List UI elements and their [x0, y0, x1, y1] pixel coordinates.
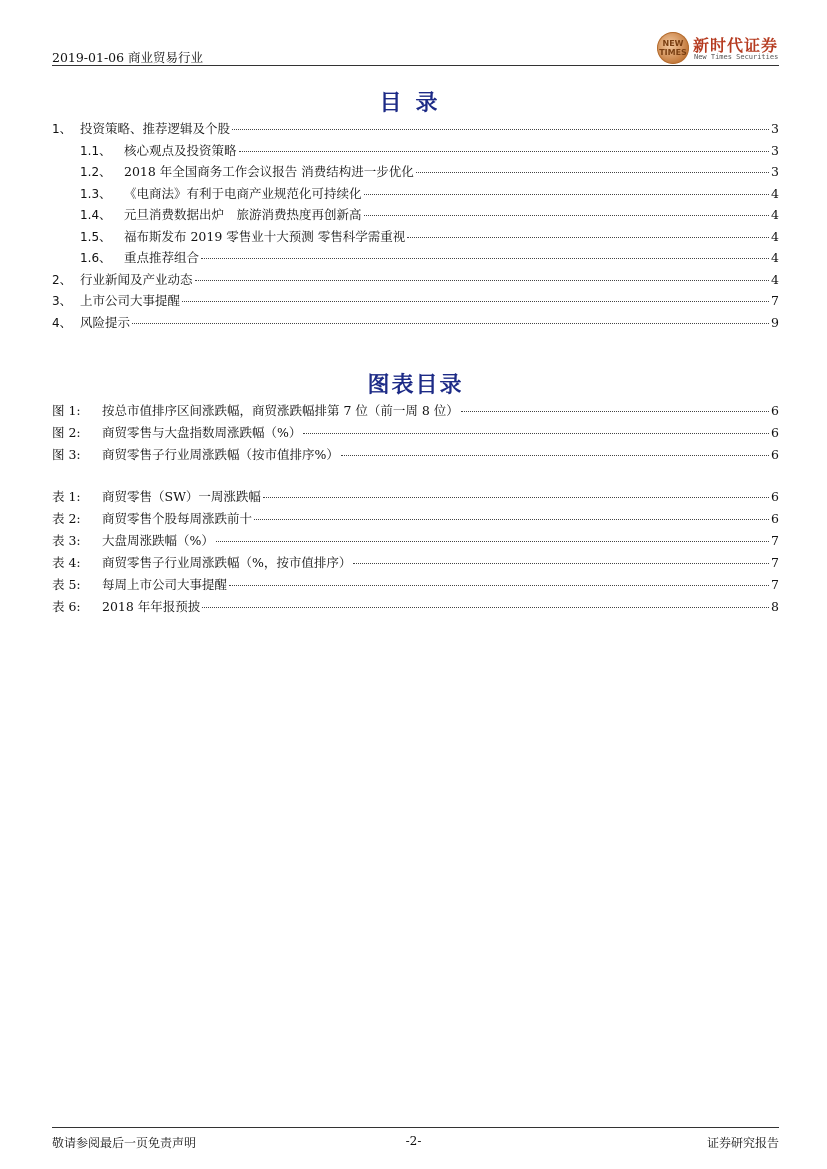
toc-entry-page: 7	[771, 293, 779, 308]
toc-entry-title: 元旦消费数据出炉 旅游消费热度再创新高	[124, 207, 362, 222]
toc-entry-page: 4	[771, 250, 779, 265]
table-entry[interactable]	[52, 575, 779, 597]
figure-label: 图 2:	[52, 425, 81, 440]
toc-entry-number: 1.6、	[80, 251, 112, 265]
table-title: 2018 年年报预披	[102, 599, 201, 614]
table-entry[interactable]	[52, 553, 779, 575]
toc-leader-dots	[239, 151, 770, 152]
toc-list	[52, 119, 779, 334]
toc-entry-title: 上市公司大事提醒	[80, 293, 181, 308]
toc-entry-number: 1.1、	[80, 143, 112, 158]
footer-rule	[52, 1127, 779, 1128]
figure-title: 商贸零售子行业周涨跌幅（按市值排序%）	[102, 447, 339, 462]
toc-entry[interactable]	[52, 291, 779, 313]
toc-entry-title: 核心观点及投资策略	[124, 142, 237, 158]
toc-entry-page: 4	[771, 207, 779, 222]
table-page: 7	[771, 555, 779, 570]
toc-entry-title: 重点推荐组合	[124, 250, 200, 265]
table-title: 商贸零售子行业周涨跌幅（%，按市值排序）	[102, 555, 352, 570]
table-entry[interactable]	[52, 487, 779, 509]
table-page: 6	[771, 489, 779, 504]
toc-leader-dots	[202, 607, 769, 608]
toc-entry[interactable]	[52, 270, 779, 292]
figure-page: 6	[771, 425, 779, 440]
figure-list	[52, 401, 779, 467]
figure-entry[interactable]	[52, 423, 779, 445]
toc-entry-title: 行业新闻及产业动态	[80, 271, 193, 287]
toc-entry-page: 3	[771, 142, 779, 158]
toc-entry[interactable]	[52, 162, 779, 184]
toc-entry-number: 1.3、	[80, 186, 112, 201]
toc-entry-number: 1.4、	[80, 208, 112, 222]
figure-label: 图 1:	[52, 403, 81, 418]
footer-page-number: -2-	[405, 1134, 422, 1148]
header-date-industry: 2019-01-06 商业贸易行业	[52, 50, 204, 65]
logo-badge-icon: NEW TIMES	[657, 32, 689, 64]
toc-entry-page: 3	[771, 121, 779, 136]
toc-leader-dots	[182, 301, 769, 302]
toc-leader-dots	[364, 215, 770, 216]
toc-leader-dots	[303, 433, 769, 434]
table-title: 商贸零售（SW）一周涨跌幅	[102, 489, 261, 504]
toc-entry[interactable]	[52, 248, 779, 270]
footer-disclaimer: 敬请参阅最后一页免责声明	[52, 1136, 197, 1150]
table-entry[interactable]	[52, 509, 779, 531]
toc-entry-title: 投资策略、推荐逻辑及个股	[80, 121, 231, 136]
toc-entry[interactable]	[52, 119, 779, 141]
figure-page: 6	[771, 403, 779, 418]
toc-entry-number: 1.5、	[80, 229, 112, 244]
toc-entry-page: 9	[771, 314, 779, 330]
toc-leader-dots	[364, 194, 770, 195]
toc-entry-number: 1、	[52, 122, 72, 136]
toc-leader-dots	[416, 172, 769, 173]
toc-entry[interactable]	[52, 227, 779, 249]
logo-english-name: New Times Securities	[694, 53, 779, 61]
table-entry[interactable]	[52, 597, 779, 619]
logo-chinese-name: 新时代证券	[693, 36, 779, 55]
figure-title: 按总市值排序区间涨跌幅，商贸涨跌幅排第 7 位（前一周 8 位）	[102, 403, 459, 418]
toc-leader-dots	[132, 323, 769, 324]
toc-entry-number: 2、	[52, 272, 72, 287]
toc-leader-dots	[201, 258, 769, 259]
toc-entry-title: 《电商法》有利于电商产业规范化可持续化	[124, 185, 362, 201]
table-label: 表 4:	[52, 555, 81, 570]
toc-entry[interactable]	[52, 184, 779, 206]
toc-entry[interactable]	[52, 205, 779, 227]
chart-toc-heading: 图表目录	[367, 373, 464, 398]
table-label: 表 3:	[52, 533, 81, 548]
toc-leader-dots	[254, 519, 769, 520]
toc-entry-number: 4、	[52, 315, 72, 330]
table-list	[52, 487, 779, 619]
toc-entry-number: 1.2、	[80, 165, 112, 179]
toc-entry[interactable]	[52, 141, 779, 163]
table-title: 商贸零售个股每周涨跌前十	[102, 511, 253, 526]
toc-entry-page: 4	[771, 271, 779, 287]
figure-entry[interactable]	[52, 401, 779, 423]
figure-label: 图 3:	[52, 447, 81, 462]
figure-page: 6	[771, 447, 779, 462]
figure-title: 商贸零售与大盘指数周涨跌幅（%）	[102, 425, 302, 440]
toc-entry-title: 福布斯发布 2019 零售业十大预测 零售科学需重视	[124, 228, 406, 244]
table-page: 7	[771, 533, 779, 548]
table-page: 6	[771, 511, 779, 526]
toc-heading: 目录	[379, 91, 452, 116]
toc-entry-title: 风险提示	[80, 314, 131, 330]
toc-leader-dots	[353, 563, 769, 564]
table-page: 8	[771, 599, 779, 614]
table-label: 表 1:	[52, 489, 81, 504]
toc-entry-page: 4	[771, 185, 779, 201]
table-entry[interactable]	[52, 531, 779, 553]
table-label: 表 6:	[52, 599, 81, 614]
toc-leader-dots	[461, 411, 769, 412]
toc-leader-dots	[407, 237, 769, 238]
toc-entry-title: 2018 年全国商务工作会议报告 消费结构进一步优化	[124, 164, 414, 179]
toc-leader-dots	[216, 541, 769, 542]
toc-entry-number: 3、	[52, 294, 72, 308]
toc-leader-dots	[341, 455, 769, 456]
toc-entry[interactable]	[52, 313, 779, 335]
toc-leader-dots	[195, 280, 770, 281]
company-logo	[657, 32, 787, 66]
table-label: 表 2:	[52, 511, 81, 526]
toc-leader-dots	[263, 497, 769, 498]
toc-leader-dots	[229, 585, 769, 586]
toc-entry-page: 4	[771, 228, 779, 244]
footer-report-type: 证券研究报告	[706, 1136, 779, 1150]
table-title: 大盘周涨跌幅（%）	[102, 533, 214, 548]
table-title: 每周上市公司大事提醒	[102, 577, 228, 592]
figure-entry[interactable]	[52, 445, 779, 467]
header-rule	[52, 65, 779, 66]
table-label: 表 5:	[52, 577, 81, 592]
toc-entry-page: 3	[771, 164, 779, 179]
toc-leader-dots	[232, 129, 769, 130]
table-page: 7	[771, 577, 779, 592]
